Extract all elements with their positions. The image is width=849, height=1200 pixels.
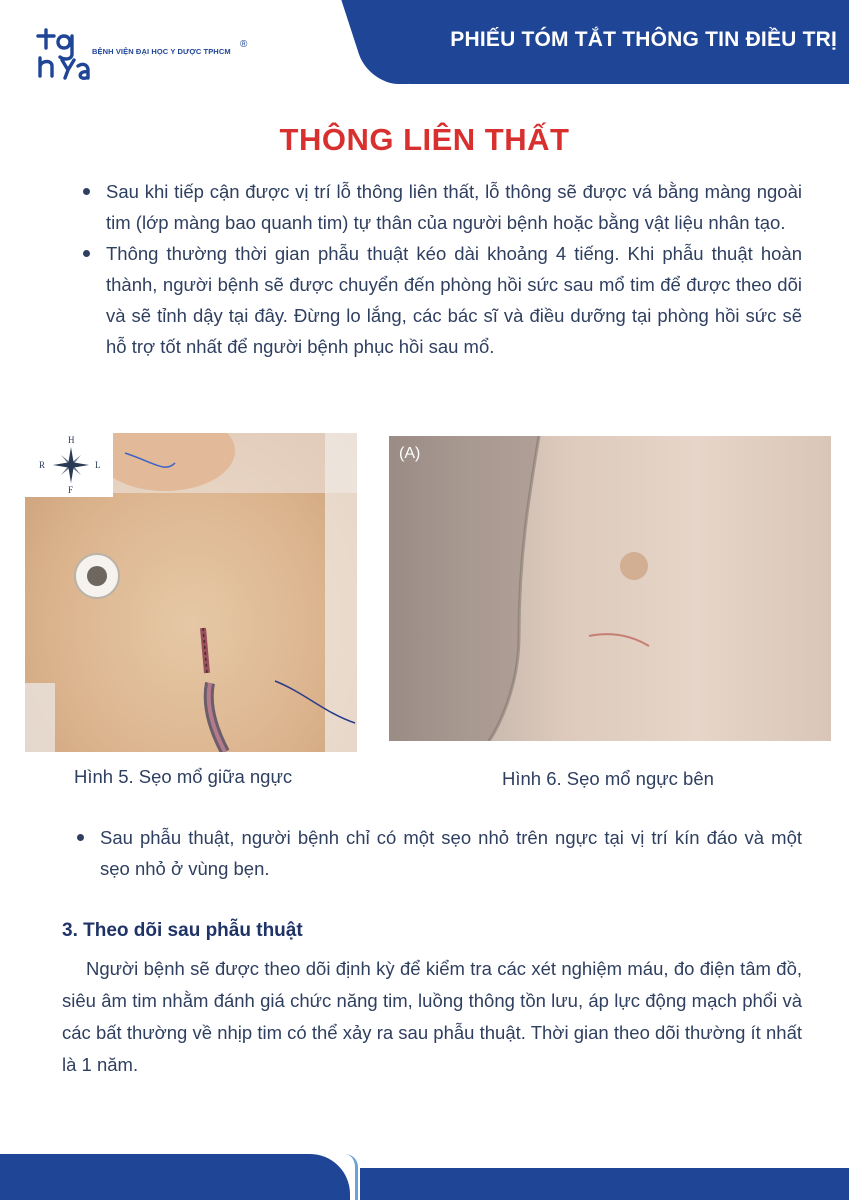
registered-mark: ® xyxy=(240,39,248,50)
hospital-name: BỆNH VIỆN ĐẠI HỌC Y DƯỢC TPHCM xyxy=(92,47,231,56)
bullet-item: Thông thường thời gian phẫu thuật kéo dài khoảng 4 tiếng. Khi phẫu thuật hoàn thành, người bệnh sẽ được chuyển đến phòng hồi sức sau mổ tim để được theo dõi và sẽ tỉnh dậy tại đây. Đừng lo lắng, các bác sĩ và điều dưỡng tại phòng hồi sức sẽ hỗ trợ tốt nhất để người bệnh phục hồi sau mổ. xyxy=(80,238,802,362)
compass-icon xyxy=(25,433,113,497)
compass-top: H xyxy=(68,435,75,445)
header-title: PHIẾU TÓM TẮT THÔNG TIN ĐIỀU TRỊ xyxy=(450,28,837,51)
figure-6-label: (A) xyxy=(399,445,421,462)
page-title: THÔNG LIÊN THẤT xyxy=(279,122,570,157)
scar-bullet-list xyxy=(74,822,802,884)
info-bullet-list xyxy=(80,176,802,362)
compass-bottom: F xyxy=(68,485,74,495)
figure-5-caption: Hình 5. Sẹo mổ giữa ngực xyxy=(74,766,293,787)
figure-6-caption: Hình 6. Sẹo mổ ngực bên xyxy=(502,768,714,789)
header-band xyxy=(365,0,849,84)
figure-5-photo xyxy=(25,433,357,752)
footer-band-left xyxy=(0,1154,350,1200)
figure-6-photo xyxy=(389,436,831,741)
compass-right: L xyxy=(95,460,101,470)
bullet-item: Sau khi tiếp cận được vị trí lỗ thông liên thất, lỗ thông sẽ được vá bằng màng ngoài tim (lớp màng bao quanh tim) tự thân của người bệnh hoặc bằng vật liệu nhân tạo. xyxy=(80,176,802,238)
bullet-item: Sau phẫu thuật, người bệnh chỉ có một sẹo nhỏ trên ngực tại vị trí kín đáo và một sẹo nhỏ ở vùng bẹn. xyxy=(74,822,802,884)
compass-left: R xyxy=(39,460,46,470)
section-3-body: Người bệnh sẽ được theo dõi định kỳ để kiểm tra các xét nghiệm máu, đo điện tâm đồ, siêu âm tim nhằm đánh giá chức năng tim, luồng thông tồn lưu, áp lực động mạch phổi và các bất thường về nhịp tim có thể xảy ra sau phẫu thuật. Thời gian theo dõi thường ít nhất là 1 năm. xyxy=(62,958,802,1075)
section-3-heading: 3. Theo dõi sau phẫu thuật xyxy=(62,920,303,941)
hospital-logo xyxy=(32,24,90,80)
footer-band-right xyxy=(360,1168,849,1200)
